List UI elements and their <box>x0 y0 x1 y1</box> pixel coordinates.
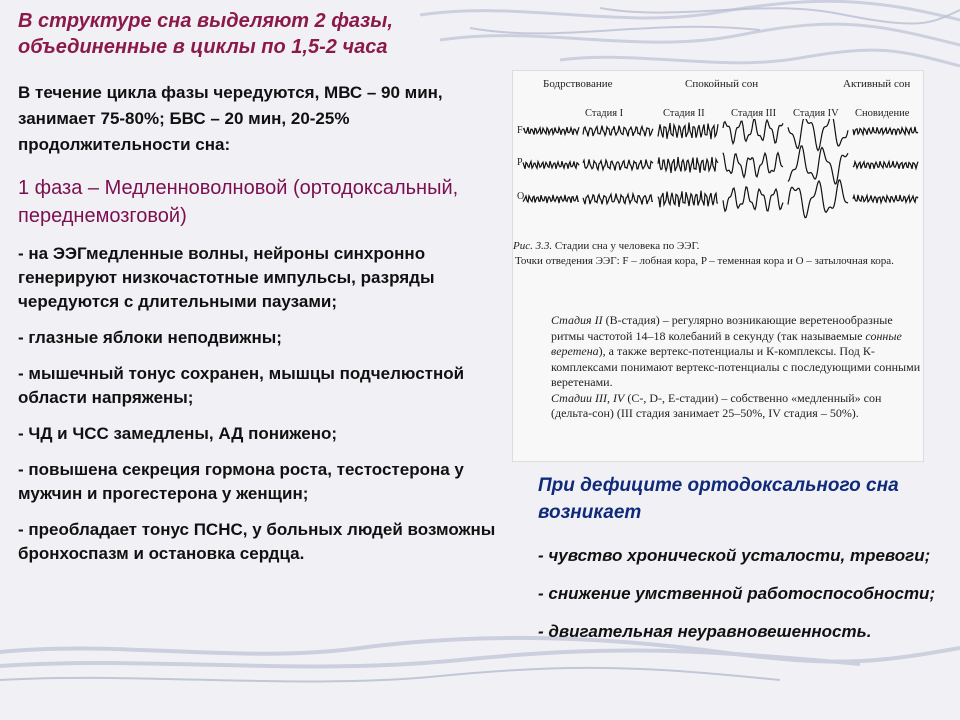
bullet-eyes: - глазные яблоки неподвижны; <box>18 328 282 347</box>
stage2-text2: ), а также вертекс-потенциалы и К-комплексы. Под К-комплексами понимают вертекс-потенциалы с последующими сонными веретенами. <box>551 344 921 389</box>
caption-note: Точки отведения ЭЭГ: F – лобная кора, P – теменная кора и O – затылочная кора. <box>515 255 894 267</box>
deficit-title: При дефиците ортодоксального сна возникает <box>538 475 899 523</box>
deficit-item-fatigue: - чувство хронической усталости, тревоги; <box>538 546 931 565</box>
stage34-label: Стадии III, IV <box>551 390 625 405</box>
header-quiet-sleep: Спокойный сон <box>685 78 759 90</box>
bullet-vitals: - ЧД и ЧСС замедлены, АД понижено; <box>18 424 338 443</box>
deficit-item-motor: - двигательная неуравновешенность. <box>538 622 872 641</box>
stage2-label: Стадия II <box>551 313 603 327</box>
deficit-item-mental: - снижение умственной работоспособности; <box>538 584 936 603</box>
stage-1-label: Стадия I <box>585 108 624 119</box>
header-wake: Бодрствование <box>543 78 613 90</box>
lead-f-label: F <box>517 125 523 136</box>
deficit-list <box>538 544 953 658</box>
stage2-italic: сонные веретена <box>551 328 902 358</box>
stage-2-label: Стадия II <box>663 108 705 119</box>
stage-4-label: Стадия IV <box>793 108 839 119</box>
phase-heading: 1 фаза – Медленноволновой (ортодоксальный, переднемозговой) <box>18 177 459 227</box>
eeg-figure <box>512 70 924 462</box>
stage-description <box>551 313 921 422</box>
lead-p-label: P <box>517 157 523 168</box>
bullet-muscle: - мышечный тонус сохранен, мышцы подчелюстной области напряжены; <box>18 364 465 407</box>
intro-text: В течение цикла фазы чередуются, МВС – 90 мин, занимает 75-80%; БВС – 20 мин, 20-25% продолжительности сна: <box>18 83 443 154</box>
eeg-traces <box>513 119 923 227</box>
stage-3-label: Стадия III <box>731 108 777 119</box>
stage2-text: (В-стадия) – регулярно возникающие веретенообразные ритмы частотой 14–18 колебаний в секунду (так называемые <box>551 313 893 343</box>
bullet-hormones: - повышена секреция гормона роста, тестостерона у мужчин и прогестерона у женщин; <box>18 460 464 503</box>
lead-o-label: O <box>517 191 525 202</box>
slide-title: В структуре сна выделяют 2 фазы, объединенные в циклы по 1,5-2 часа <box>18 10 393 58</box>
stage-dream-label: Сновидение <box>855 108 910 119</box>
phase-bullet-list <box>18 242 513 578</box>
eeg-trace-line <box>523 180 918 218</box>
caption-title: Стадии сна у человека по ЭЭГ. <box>554 240 700 252</box>
header-active-sleep: Активный сон <box>843 78 911 90</box>
bullet-eeg: - на ЭЭГмедленные волны, нейроны синхронно генерируют низкочастотные импульсы, разряды чередуются с длительными паузами; <box>18 244 435 311</box>
bullet-psns: - преобладает тонус ПСНС, у больных людей возможны бронхоспазм и остановка сердца. <box>18 520 496 563</box>
eeg-trace-line <box>523 119 918 151</box>
caption-number: Рис. 3.3. <box>513 240 553 252</box>
eeg-trace-line <box>523 146 918 184</box>
figure-caption <box>513 239 913 269</box>
stage34-text: (C-, D-, E-стадии) – собственно «медленный» сон (дельта-сон) (III стадия занимает 25–50%, IV стадия – 50%). <box>551 390 882 420</box>
